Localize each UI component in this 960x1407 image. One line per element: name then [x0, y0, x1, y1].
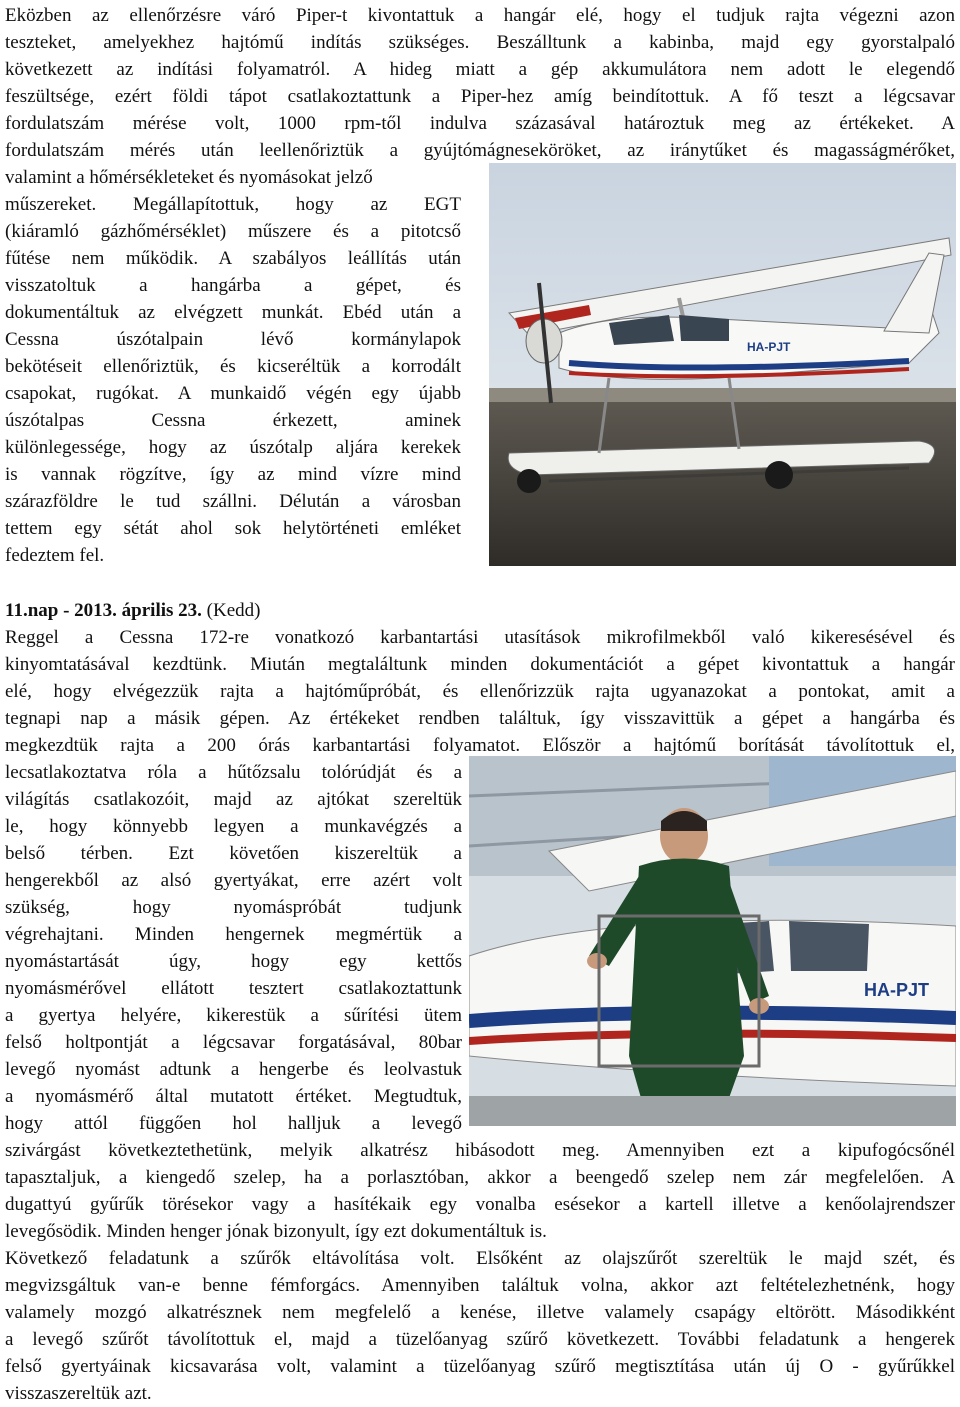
- paragraph-line: kinyomtatásával kezdtünk. Miután megtaláltunk minden dokumentációt a gépet kivontattuk a hangár: [5, 654, 955, 675]
- registration-text: HA-PJT: [747, 340, 791, 354]
- paragraph-line: műszereket. Megállapítottuk, hogy az EGT: [5, 194, 461, 215]
- paragraph-line: fordulatszám mérése volt, 1000 rpm-től indulva százasával határoztuk meg az értékeket. A: [5, 113, 955, 134]
- paragraph-line: végrehajtani. Minden hengernek megmértük a: [5, 924, 462, 945]
- paragraph-line: a levegő szűrőt távolítottuk el, majd a tüzelőanyag szűrő következett. További feladatunk a hengerek: [5, 1329, 955, 1350]
- paragraph-line: le, hogy könnyebb legyen a munkavégzés a: [5, 816, 462, 837]
- paragraph-line: szárazföldre le tud szállni. Délután a városban: [5, 491, 461, 512]
- paragraph-line: tapasztaljuk, a kiengedő szelep, ha a porlasztóban, akkor a beengedő szelep nem zár megfelelően. A: [5, 1167, 955, 1188]
- paragraph-line: felső gyertyáinak kicsavarása volt, valamint a tüzelőanyag szűrő megtisztítása után új O - gyűrűkkel: [5, 1356, 955, 1377]
- paragraph-line: nyomásmérővel ellátott tesztert csatlakoztattunk: [5, 978, 462, 999]
- paragraph-line: tegnapi nap a másik gépen. Az értékeket rendben találtuk, így visszavittük a gépet a hangárba és: [5, 708, 955, 729]
- paragraph-line: lecsatlakoztatva róla a hűtőzsalu tolórúdját és a: [5, 762, 462, 783]
- paragraph-line: dokumentáltuk az elvégzett munkát. Ebéd után a: [5, 302, 461, 323]
- paragraph-line: (kiáramló gázhőmérséklet) műszere és a pitotcső: [5, 221, 461, 242]
- paragraph-line: tettem egy sétát ahol sok helytörténeti emléket: [5, 518, 461, 539]
- day-heading-weekday: (Kedd): [201, 600, 261, 621]
- paragraph-line: a nyomásmérő által mutatott értéket. Megtudtuk,: [5, 1086, 462, 1107]
- paragraph-line: világítás csatlakozóit, majd az ajtókat szereltük: [5, 789, 462, 810]
- paragraph-line: fűtése nem működik. A szabályos leállítás után: [5, 248, 461, 269]
- paragraph-line: következett az indítási folyamatról. A hideg miatt a gép akkumulátora nem adott le elegendő: [5, 59, 955, 80]
- paragraph-line: dugattyú gyűrűk törésekor vagy a hasítékaik egy vonalba esésekor a kartell illetve a kenőolajrendszer: [5, 1194, 955, 1215]
- paragraph-line: Cessna úszótalpain lévő kormánylapok: [5, 329, 461, 350]
- paragraph-line: belső térben. Ezt követően kiszereltük a: [5, 843, 462, 864]
- paragraph-line: a gyertya helyére, kikerestük a sűrítési ütem: [5, 1005, 462, 1026]
- paragraph-line: visszatoltuk a hangárba a gépet, és: [5, 275, 461, 296]
- paragraph-line: hengerekből az alsó gyertyákat, erre azért volt: [5, 870, 462, 891]
- paragraph-line: különlegessége, hogy az úszótalp aljára kerekek: [5, 437, 461, 458]
- seaplane-photo: [489, 163, 956, 566]
- paragraph-line: hogy attól függően hol halljuk a levegő: [5, 1113, 462, 1134]
- day-heading-date: 11.nap - 2013. április 23.: [5, 600, 202, 621]
- paragraph-line: fordulatszám mérés után leellenőriztük a gyújtómágneseköröket, az iránytűket és magasságmérőket,: [5, 140, 955, 161]
- paragraph-line: is vannak rögzítve, így az mind vízre mind: [5, 464, 461, 485]
- paragraph-line: szivárgást következtethetünk, melyik alkatrész hibásodott meg. Amennyiben ezt a kipufogócsőnél: [5, 1140, 955, 1161]
- paragraph-line: megvizsgáltuk van-e benne fémforgács. Amennyiben találtuk volna, akkor azt feltételezhetnénk, hogy: [5, 1275, 955, 1296]
- paragraph-line: teszteket, amelyekhez hajtómű indítás szükséges. Beszálltunk a kabinba, majd egy gyorstalpaló: [5, 32, 955, 53]
- paragraph-line: úszótalpas Cessna érkezett, aminek: [5, 410, 461, 431]
- paragraph-line: bekötéseit ellenőriztük, és kicseréltük a korrodált: [5, 356, 461, 377]
- paragraph-line: Következő feladatunk a szűrők eltávolítása volt. Elsőként az olajszűrőt szereltük le majd szét, és: [5, 1248, 955, 1269]
- paragraph-line: szükség, hogy nyomáspróbát tudjunk: [5, 897, 462, 918]
- day-heading: [5, 597, 260, 624]
- paragraph-line: felső holtpontját a légcsavar forgatásával, 80bar: [5, 1032, 462, 1053]
- registration-text: HA-PJT: [864, 980, 930, 1000]
- paragraph-line: valamint a hőmérsékleteket és nyomásokat jelző: [5, 167, 373, 188]
- paragraph-line: valamely mozgó alkatrésznek nem megfelelő a kenése, illetve valamely csapágy eltörött. Másodikként: [5, 1302, 955, 1323]
- paragraph-line: csapokat, rugókat. A munkaidő végén egy újabb: [5, 383, 461, 404]
- paragraph-line: levegő nyomást adtunk a hengerbe és leolvastuk: [5, 1059, 462, 1080]
- paragraph-line: Eközben az ellenőrzésre váró Piper-t kivontattuk a hangár elé, hogy el tudjuk rajta végezni azon: [5, 5, 955, 26]
- paragraph-line: fedeztem fel.: [5, 545, 105, 566]
- paragraph-line: visszaszereltük azt.: [5, 1383, 152, 1404]
- paragraph-line: Reggel a Cessna 172-re vonatkozó karbantartási utasítások mikrofilmekből való kikeresésével és: [5, 627, 955, 648]
- paragraph-line: feszültsége, ezért földi tápot csatlakoztattunk a Piper-hez amíg beindítottuk. A fő teszt a légcsavar: [5, 86, 955, 107]
- paragraph-line: nyomástartását úgy, hogy egy kettős: [5, 951, 462, 972]
- paragraph-line: levegősödik. Minden henger jónak bizonyult, így ezt dokumentáltuk is.: [5, 1221, 547, 1242]
- paragraph-line: megkezdtük rajta a 200 órás karbantartási folyamatot. Először a hajtómű borítását távolítottuk el,: [5, 735, 955, 756]
- hangar-mechanic-photo: [469, 756, 956, 1126]
- paragraph-line: elé, hogy elvégezzük rajta a hajtóműpróbát, és ellenőrizzük rajta ugyanazokat a pontokat, amit a: [5, 681, 955, 702]
